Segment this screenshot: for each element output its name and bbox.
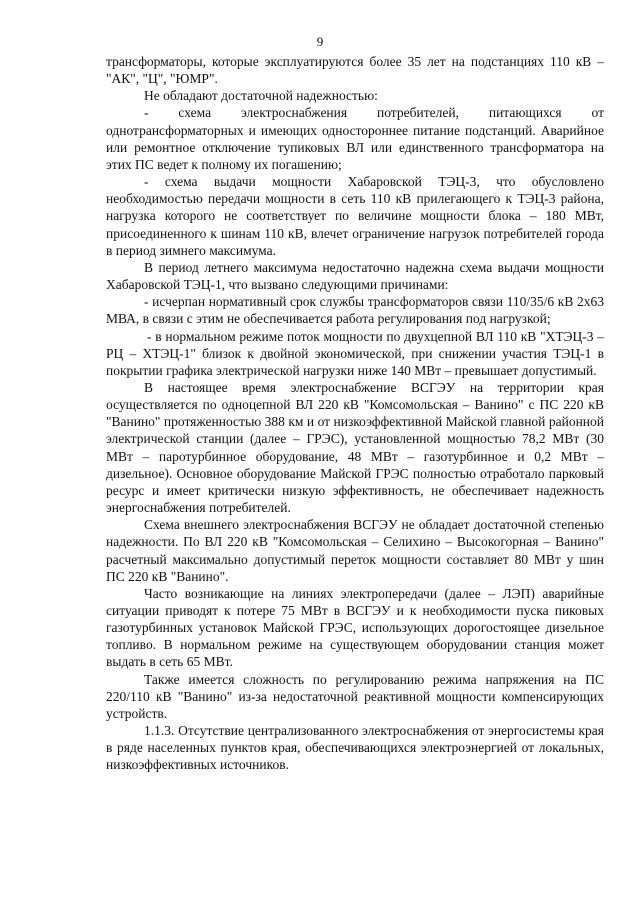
paragraph-external-supply-scheme: Схема внешнего электроснабжения ВСГЭУ не обладает достаточной степенью надежности. По ВЛ 220 кВ "Комсомольская – Селихино – Высокогорная – Ванино" расчетный максимально допустимый переток мощности составляет 80 МВт у шин ПС 220 кВ "Ванино". xyxy=(106,517,604,584)
paragraph-emergency-situations: Часто возникающие на линиях электропередачи (далее – ЛЭП) аварийные ситуации приводят к потере 75 МВт в ВСГЭУ и к необходимости пуска пиковых газотурбинных установок Майской ГРЭС, использующих дорогостоящее дизельное топливо. В нормальном режиме на существующем оборудовании станция может выдать в сеть 65 МВт. xyxy=(106,585,604,670)
paragraph-single-transformer-scheme: - схема электроснабжения потребителей, питающихся от однотрансформаторных и имеющих одностороннее питание подстанций. Аварийное или ремонтное отключение тупиковых ВЛ или единственного трансформатора на этих ПС ведет к полному их погашению; xyxy=(106,105,604,172)
paragraph-vsgeu-supply: В настоящее время электроснабжение ВСГЭУ на территории края осуществляется по одноцепной ВЛ 220 кВ "Комсомольская – Ванино" с ПС 220 кВ "Ванино" протяженностью 388 км и от низкоэффективной Майской главной районной электрической станции (далее – ГРЭС), установленной мощностью 78,2 МВт (30 МВт – паротурбинное оборудование, 48 МВт – газотурбинное и 0,2 МВт – дизельное). Основное оборудование Майской ГРЭС полностью отработало парковый ресурс и имеет критически низкую эффективность, не обеспечивает надежность энергоснабжения потребителей. xyxy=(106,379,604,516)
paragraph-summer-maximum: В период летнего максимума недостаточно надежна схема выдачи мощности Хабаровской ТЭЦ-1, что вызвано следующими причинами: xyxy=(106,259,604,293)
page-number: 9 xyxy=(316,34,324,49)
paragraph-tec3-output-scheme: - схема выдачи мощности Хабаровской ТЭЦ-3, что обусловлено необходимостью передачи мощности в сеть 110 кВ прилегающего к ТЭЦ-3 района, нагрузка которого не соответствует по величине мощности блока – 180 МВт, присоединенного к шинам 110 кВ, влечет ограничение нагрузок потребителей города в период зимнего максимума. xyxy=(106,174,604,258)
paragraph-normal-mode-power-flow: - в нормальном режиме поток мощности по двухцепной ВЛ 110 кВ "ХТЭЦ-3 – РЦ – ХТЭЦ-1" близок к двойной экономической, при снижении участия ТЭЦ-1 в покрытии графика электрической нагрузки ниже 140 МВт – превышает допустимый. xyxy=(106,328,604,378)
paragraph-section-1-1-3: 1.1.3. Отсутствие централизованного электроснабжения от энергосистемы края в ряде населенных пунктов края, обеспечивающихся электроэнергией от локальных, низкоэффективных источников. xyxy=(106,723,604,773)
paragraph-voltage-regulation: Также имеется сложность по регулированию режима напряжения на ПС 220/110 кВ "Ванино" из-за недостаточной реактивной мощности компенсирующих устройств. xyxy=(106,671,604,721)
paragraph-transformers-age: трансформаторы, которые эксплуатируются более 35 лет на подстанциях 110 кВ – "АК", "Ц", "ЮМР". xyxy=(106,54,604,87)
document-body xyxy=(106,53,604,774)
paragraph-transformer-service-life: - исчерпан нормативный срок службы трансформаторов связи 110/35/6 кВ 2х63 МВА, в связи с этим не обеспечивается работа регулирования под нагрузкой; xyxy=(106,294,604,327)
paragraph-insufficient-reliability: Не обладают достаточной надежностью: xyxy=(144,88,378,104)
